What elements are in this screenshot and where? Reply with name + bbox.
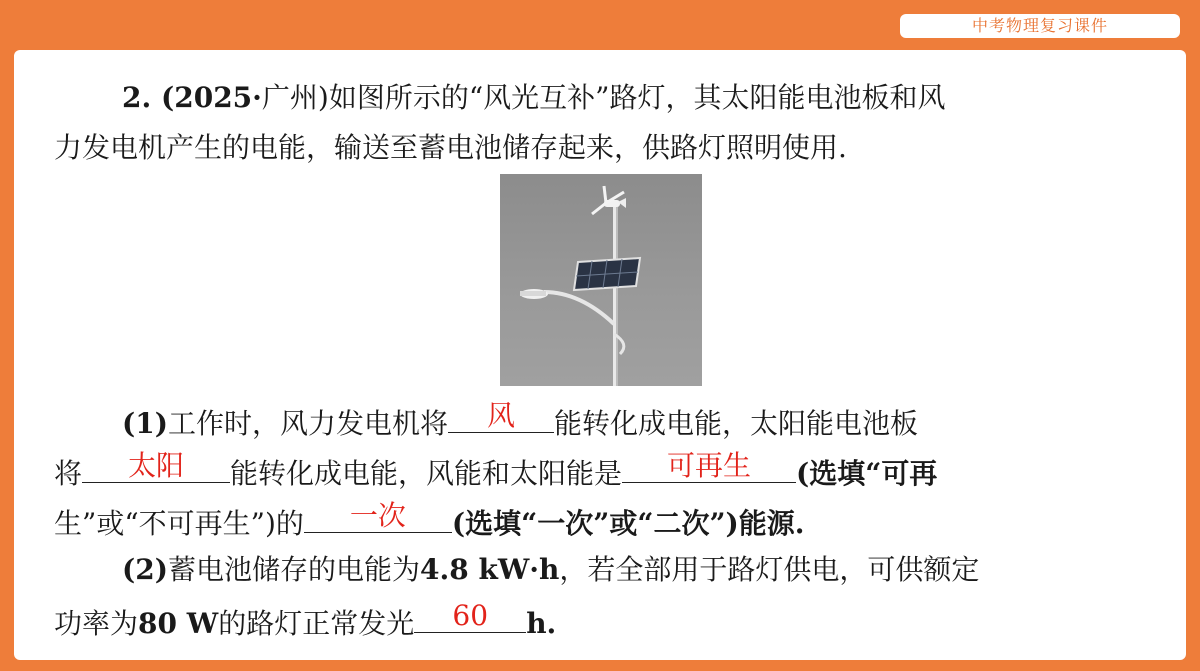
answer-blank-5 (414, 599, 526, 633)
question-number-year: 2. (2025· (122, 81, 262, 114)
answer-blank-2 (82, 449, 230, 483)
part2-text-1a: 蓄电池储存的电能为 (167, 553, 420, 586)
part1-line-3 (54, 499, 805, 542)
part1-line-2 (54, 449, 938, 492)
part1-text-2c: (选填“可再 (796, 457, 938, 490)
energy-value: 4.8 kW·h (420, 553, 560, 586)
part1-text-2b: 能转化成电能，风能和太阳能是 (230, 457, 623, 490)
question-stem-2: 力发电机产生的电能，输送至蓄电池储存起来，供路灯照明使用. (54, 131, 847, 164)
slide-content (14, 50, 1186, 660)
part1-text-3a: 生”或“不可再生”)的 (54, 507, 304, 540)
answer-blank-3 (622, 449, 796, 483)
answer-blank-4 (304, 499, 452, 533)
course-title-badge: 中考物理复习课件 (900, 14, 1180, 38)
part2-text-1b: ，若全部用于路灯供电，可供额定 (559, 553, 980, 586)
street-light-icon (500, 174, 702, 386)
question-stem-1: 广州)如图所示的“风光互补”路灯，其太阳能电池板和风 (261, 81, 946, 114)
part1-text-1b: 能转化成电能，太阳能电池板 (554, 407, 919, 440)
answer-2: 太阳 (128, 449, 185, 482)
part2-line-1 (122, 552, 979, 588)
question-line-1 (122, 80, 945, 116)
part1-text-3b: (选填“一次”或“二次”)能源. (451, 507, 805, 540)
answer-blank-1 (448, 399, 554, 433)
answer-1: 风 (486, 399, 515, 432)
part2-text-2b: 的路灯正常发光 (218, 607, 415, 640)
part2-text-2c: h. (526, 607, 557, 640)
part2-label: (2) (122, 553, 168, 586)
question-line-2 (54, 130, 847, 166)
part1-text-2a: 将 (54, 457, 83, 490)
part2-line-2 (54, 599, 557, 642)
street-light-photo (500, 174, 702, 386)
part1-line-1 (122, 399, 919, 442)
part2-text-2a: 功率为 (54, 607, 139, 640)
part1-label: (1) (122, 407, 168, 440)
answer-4: 一次 (349, 499, 406, 532)
answer-3: 可再生 (667, 449, 752, 482)
power-value: 80 W (138, 607, 219, 640)
part1-text-1a: 工作时，风力发电机将 (167, 407, 448, 440)
answer-5: 60 (452, 599, 489, 632)
